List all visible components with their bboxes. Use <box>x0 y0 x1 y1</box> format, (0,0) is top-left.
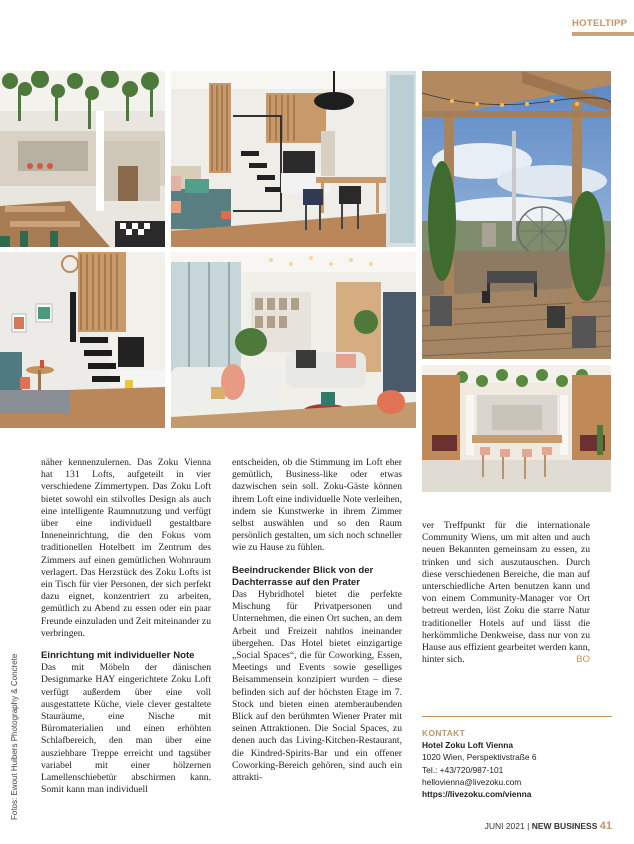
subheading: Beeindruckender Blick von der Dachterrasse auf den Prater <box>232 564 374 588</box>
hotel-website-link[interactable]: https://livezoku.com/vienna <box>422 789 532 800</box>
photo-loft-living <box>0 252 165 428</box>
photo-social-space <box>171 252 416 428</box>
photo-restaurant <box>0 71 165 247</box>
page-footer <box>485 820 612 832</box>
kontakt-divider <box>422 716 612 717</box>
paragraph: näher kennenzulernen. Das Zoku Vienna hat 131 Lofts, aufgeteilt in vier verschiedene Zimmertypen. Das Zoku Loft bietet sowohl ein stilvolles Design als auch eine intelligente Raumnutzung und verfügt über eine individuell gestaltbare Inneneinrichtung, die den Fokus vom traditionellen Hotelbett im Zentrum des Zimmers auf einen gemütlichen Wohnraum verlagert. Das Herzstück des Zoku Lofts ist ein Tisch für vier Personen, der sich perfekt dazu eignet, konzentriert zu arbeiten, gemütlich zu Abend zu essen oder ein paar Freunde einzuladen und Zeit miteinander zu verbringen. <box>41 457 211 639</box>
issue-date: JUNI 2021 <box>484 821 525 831</box>
footer-separator: | <box>527 821 530 831</box>
article-column-3 <box>422 520 590 666</box>
hotel-name: Hotel Zoku Loft Vienna <box>422 740 514 751</box>
section-rule <box>572 32 634 36</box>
photo-loft-stairs <box>171 71 416 247</box>
hotel-address: 1020 Wien, Perspektivstraße 6 <box>422 752 537 763</box>
paragraph-text: ver Treffpunkt für die internationale Community Wiens, um mit alten und auch neuen Bekannten gemeinsam zu essen, zu trinken und sich auszutauschen. Durch diese verschiedenen Bereiche, die man auf unterschiedliche Arten benutzen kann und von einem Community-Manager vor Ort betreut werden, löst Zoku die starre Natur traditioneller Hotels auf und lässt die herkömmliche Denkweise, dass nur von zu Hause aus effizient gearbeitet werden kann, hinter sich. <box>422 520 590 666</box>
magazine-name: NEW BUSINESS <box>531 821 598 831</box>
article-column-1 <box>41 457 211 796</box>
photo-restaurant-hall <box>422 365 611 492</box>
author-initials: BO <box>576 654 590 666</box>
hotel-email[interactable]: hellovienna@livezoku.com <box>422 776 522 787</box>
section-tag: HOTELTIPP <box>572 18 628 29</box>
paragraph: entscheiden, ob die Stimmung im Loft eher gemütlich, Business-like oder etwas dazwischen sein soll. Zoku-Gäste können ihrem Loft eine individuelle Note verleihen, indem sie Kunstwerke in ihrem Zimmer selbst auswählen und so den Raum persönlich gestalten, um sich noch schneller wie zu Hause zu fühlen. <box>232 457 402 554</box>
page-number: 41 <box>599 820 612 832</box>
photo-rooftop-terrace <box>422 71 611 359</box>
contact-heading: KONTAKT <box>422 728 466 738</box>
contact-box <box>422 727 537 800</box>
paragraph <box>422 520 590 666</box>
subheading: Einrichtung mit individueller Note <box>41 650 195 662</box>
paragraph: Das mit Möbeln der dänischen Designmarke HAY eingerichtete Zoku Loft verfügt außerdem über eine voll ausgestattete Küche, viele clever gestaltete Stauräume, eine Nische mit Büromaterialien und einen erhöhten Schlafbereich, den man über eine ausziehbare Treppe erreicht und tagsüber variabel mit einer hölzernen Lamellenschiebetür abschirmen kann. Somit kann man individuell <box>41 662 211 796</box>
photo-credit: Fotos: Ewout Huibers Photography & Concrete <box>10 653 19 820</box>
paragraph: Das Hybridhotel bietet die perfekte Mischung für Privatpersonen und Unternehmen, die einen Ort suchen, an dem Arbeit und Freizeit nahtlos ineinander übergehen. Das Hotel bietet einzigartige „Social Spaces“, die für Coworking, Essen, Meetings und Events sowie geselliges Beisammensein konzipiert wurden – diese befinden sich auf der höchsten Etage im 7. Stock und bieten einen atemberaubenden Blick auf den berühmten Wiener Prater mit seinen Attraktionen. Die Social Spaces, zu denen auch das Living-Kitchen-Restaurant, die Kindred-Spirits-Bar und ein offener Coworking-Bereich gehören, sind auch ein attrakti- <box>232 589 402 784</box>
hotel-phone: Tel.: +43/720/987-101 <box>422 764 504 775</box>
article-column-2 <box>232 457 402 784</box>
